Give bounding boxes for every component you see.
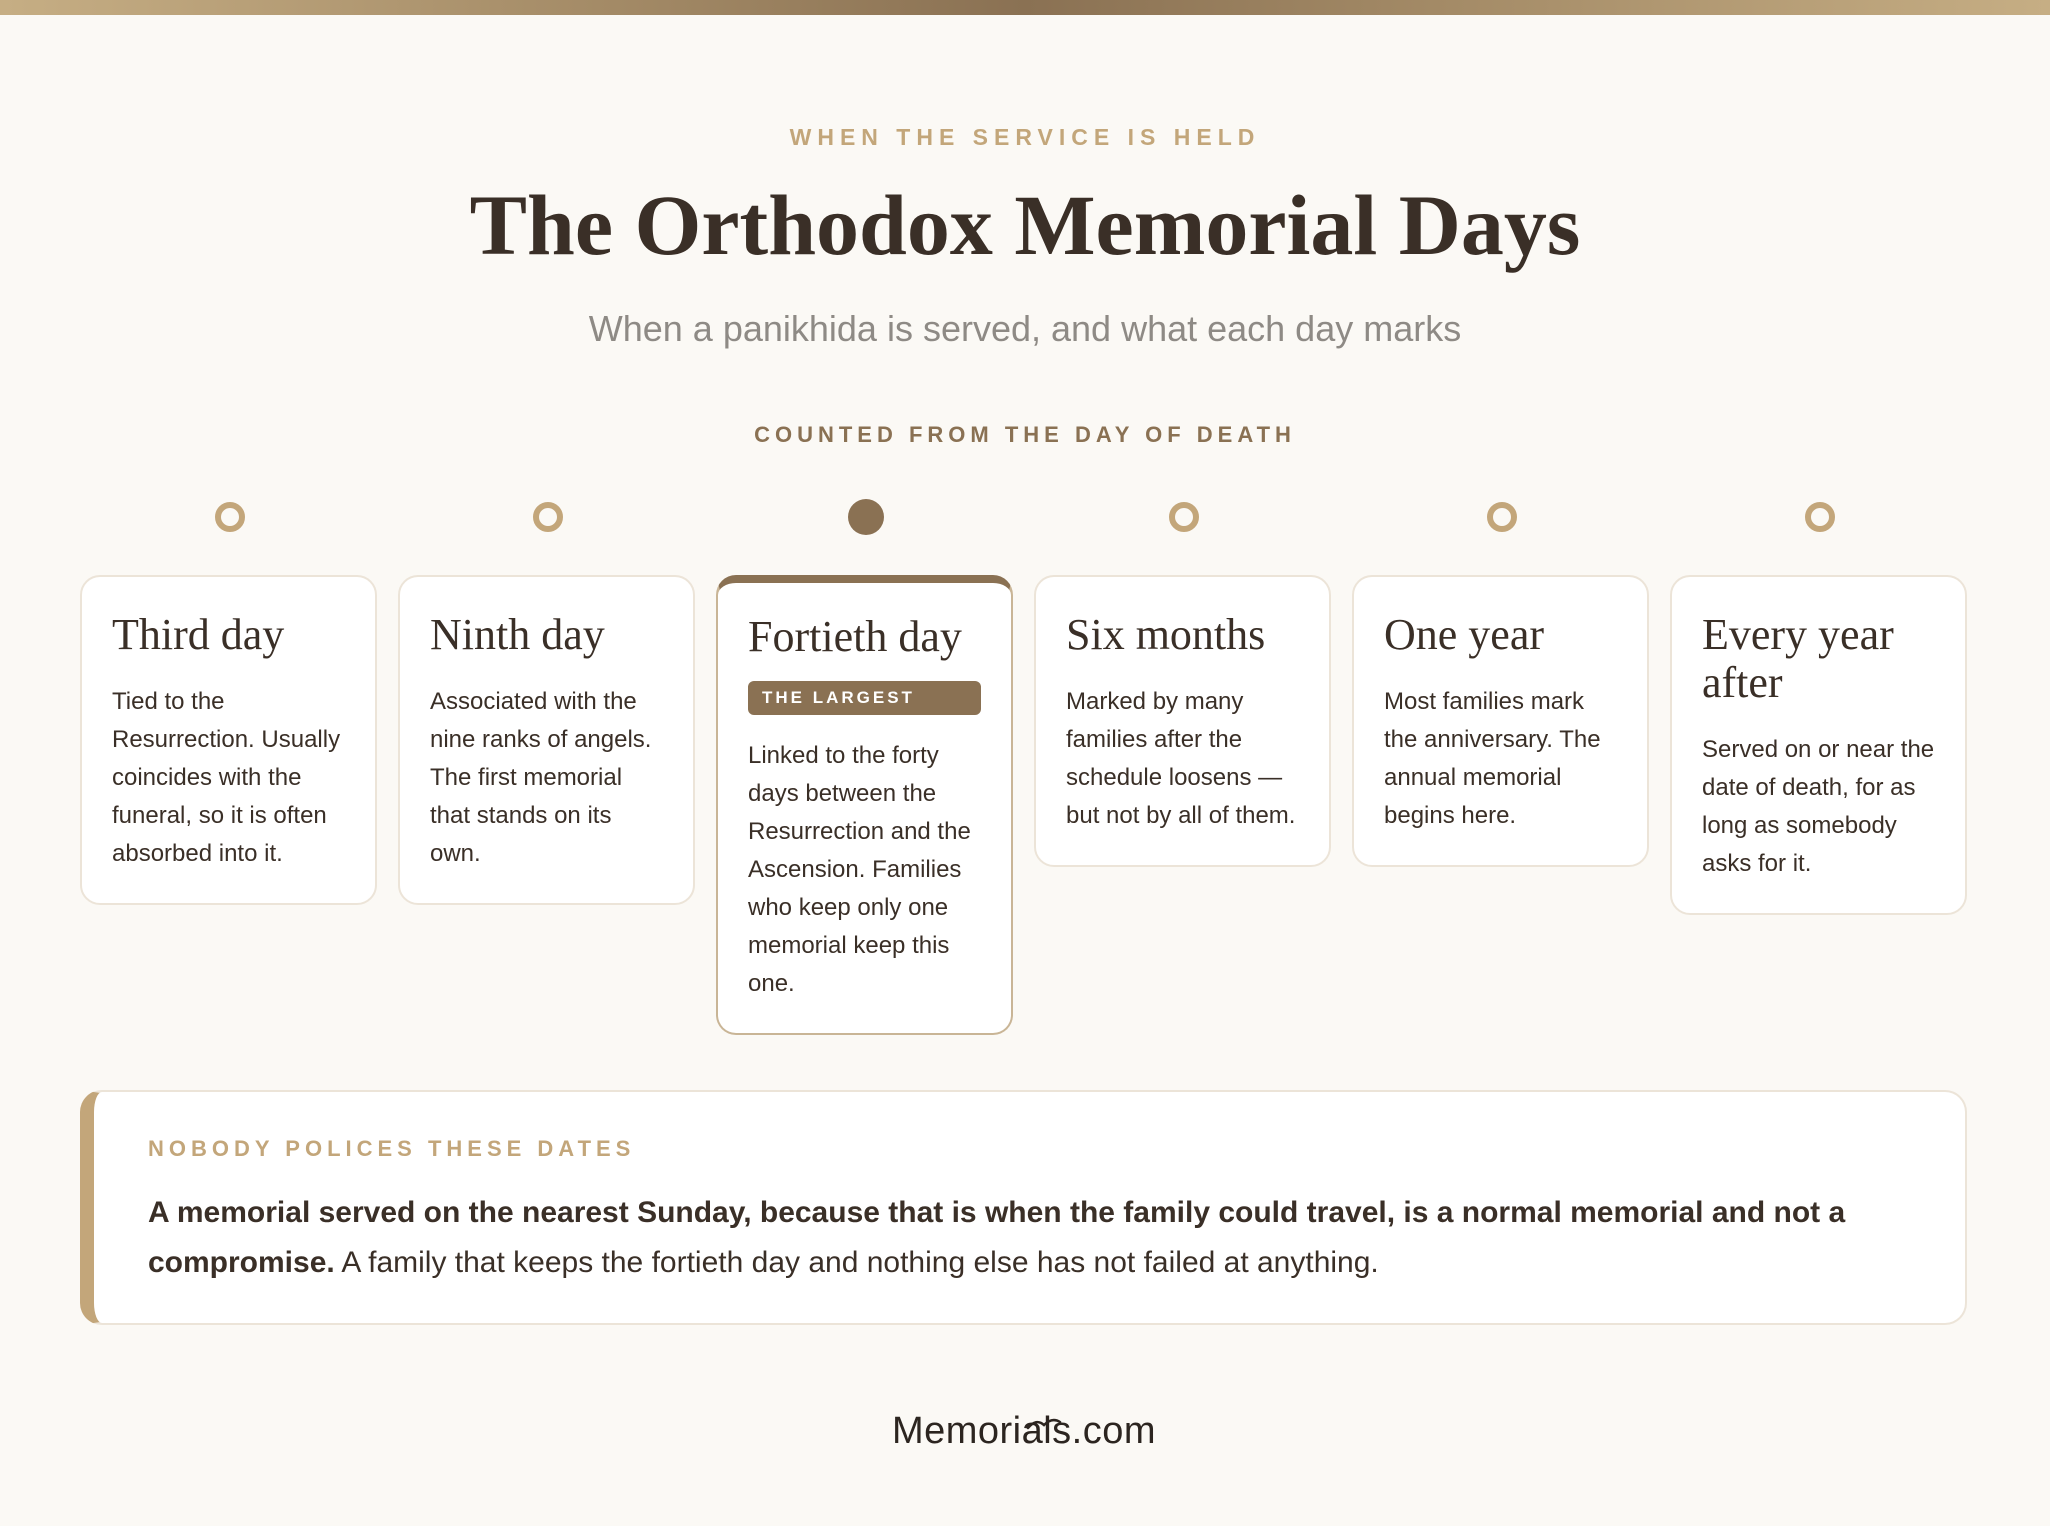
top-accent-bar bbox=[0, 0, 2050, 15]
card-third-day bbox=[80, 575, 377, 905]
timeline-dot-every-year-after bbox=[1805, 502, 1835, 532]
memorials-logo[interactable] bbox=[884, 1410, 1164, 1468]
card-description: Marked by many families after the schedule loosens — but not by all of them. bbox=[1066, 688, 1296, 829]
bird-icon bbox=[1026, 1416, 1062, 1430]
timeline-label: COUNTED FROM THE DAY OF DEATH bbox=[754, 422, 1296, 447]
card-description: Tied to the Resurrection. Usually coincides with the funeral, so it is often absorbed into it. bbox=[112, 688, 341, 867]
eyebrow-label: WHEN THE SERVICE IS HELD bbox=[789, 124, 1261, 150]
card-title: Fortieth day bbox=[748, 612, 962, 661]
largest-badge: THE LARGEST bbox=[748, 681, 981, 715]
note-bold-text: A memorial served on the nearest Sunday, because that is when the family could travel, is a normal memorial and not a compromise. bbox=[148, 1196, 1846, 1279]
card-every-year-after bbox=[1670, 575, 1967, 915]
card-ninth-day bbox=[398, 575, 695, 905]
timeline-dot-ninth-day bbox=[533, 502, 563, 532]
card-fortieth-day bbox=[716, 575, 1013, 1035]
card-title: One year bbox=[1384, 610, 1545, 659]
note-label: NOBODY POLICES THESE DATES bbox=[148, 1136, 636, 1161]
card-title: Six months bbox=[1066, 610, 1266, 659]
page-subtitle: When a panikhida is served, and what each day marks bbox=[588, 308, 1462, 349]
timeline-dot-third-day bbox=[215, 502, 245, 532]
logo-wordmark: Memorials.com bbox=[891, 1410, 1157, 1452]
timeline-dot-fortieth-day bbox=[848, 499, 884, 535]
card-description: Most families mark the anniversary. The annual memorial begins here. bbox=[1384, 688, 1601, 829]
card-title: Every year after bbox=[1702, 610, 1894, 707]
card-one-year bbox=[1352, 575, 1649, 867]
card-six-months bbox=[1034, 575, 1331, 867]
note-text bbox=[148, 1188, 1909, 1288]
timeline-dot-one-year bbox=[1487, 502, 1517, 532]
note-callout bbox=[80, 1090, 1967, 1325]
card-description: Linked to the forty days between the Resurrection and the Ascension. Families who keep only one memorial keep this one. bbox=[748, 742, 971, 997]
card-description: Served on or near the date of death, for as long as somebody asks for it. bbox=[1702, 736, 1935, 877]
card-description: Associated with the nine ranks of angels. The first memorial that stands on its own. bbox=[430, 688, 652, 867]
card-title: Ninth day bbox=[430, 610, 605, 659]
timeline-dot-six-months bbox=[1169, 502, 1199, 532]
page-title: The Orthodox Memorial Days bbox=[469, 177, 1581, 273]
note-body-text: A family that keeps the fortieth day and nothing else has not failed at anything. bbox=[334, 1246, 1379, 1279]
card-title: Third day bbox=[112, 610, 285, 659]
